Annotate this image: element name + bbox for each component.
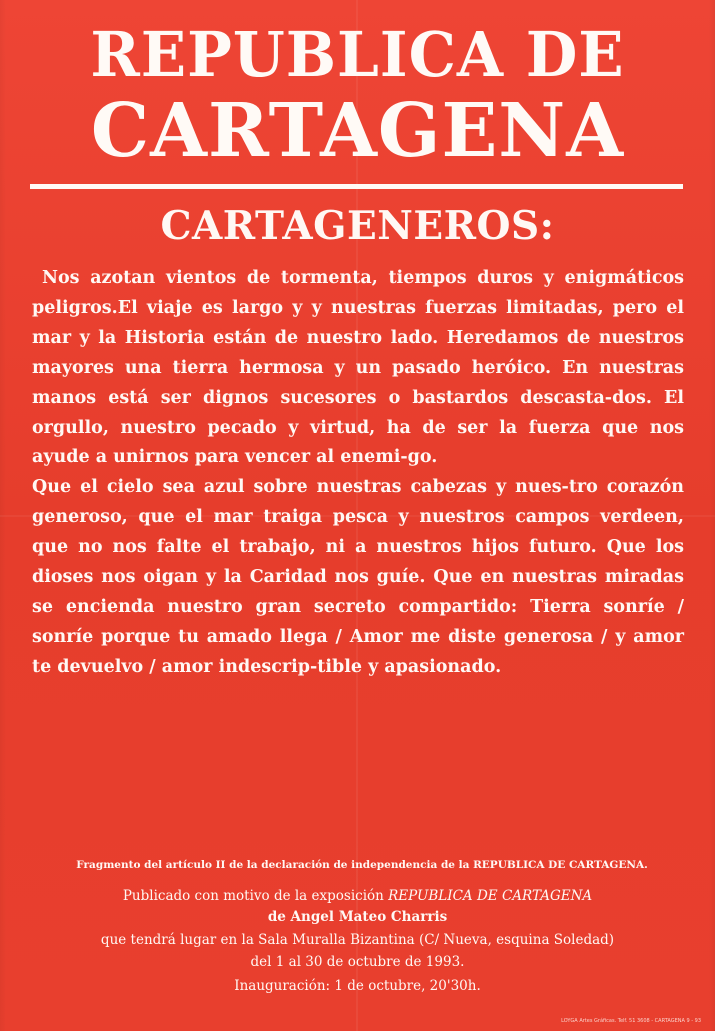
printer-credit: LOYGA Artes Gráficas. Telf. 51 3608 - CARTAGENA 9 - 93 xyxy=(561,1018,701,1024)
title-line-2: CARTAGENA xyxy=(90,88,625,174)
exhibition-title: REPUBLICA DE CARTAGENA xyxy=(388,888,593,904)
publication-line-1 xyxy=(0,886,715,906)
heading: CARTAGENEROS: xyxy=(160,203,555,249)
publication-prefix: Publicado con motivo de la exposición xyxy=(122,888,389,904)
opening-line: Inauguración: 1 de octubre, 20'30h. xyxy=(234,978,481,994)
artist-name: de Angel Mateo Charris xyxy=(267,909,448,925)
paragraph-1: Nos azotan vientos de tormenta, tiempos duros y enigmáticos peligros.El viaje es largo y y nuestras fuerzas limitadas, pero el mar y la Historia están de nuestro lado. Heredamos de nuestros mayores una tierra hermosa y un pasado heróico. En nuestras manos está ser dignos sucesores o bastardos descasta-dos. El orgullo, nuestro pecado y virtud, ha de ser la fuerza que nos ayude a unirnos para vencer al enemi-go. xyxy=(32,268,684,468)
title-divider xyxy=(30,184,683,189)
title-line-1: REPUBLICA DE xyxy=(90,18,625,91)
body-text xyxy=(32,264,684,683)
dates-line: del 1 al 30 de octubre de 1993. xyxy=(250,954,465,970)
citation: Fragmento del artículo II de la declaración de independencia de la REPUBLICA DE CARTAGENA. xyxy=(76,859,648,871)
paragraph-2: Que el cielo sea azul sobre nuestras cabezas y nues-tro corazón generoso, que el mar traiga pesca y nuestros campos verdeen, que no nos falte el trabajo, ni a nuestros hijos futuro. Que los dioses nos oigan y la Caridad nos guíe. Que en nuestras miradas se encienda nuestro gran secreto compartido: Tierra sonríe / sonríe porque tu amado llega / Amor me diste generosa / y amor te devuelvo / amor indescrip-tible y apasionado. xyxy=(32,477,684,677)
venue-line: que tendrá lugar en la Sala Muralla Bizantina (C/ Nueva, esquina Soledad) xyxy=(100,932,615,948)
